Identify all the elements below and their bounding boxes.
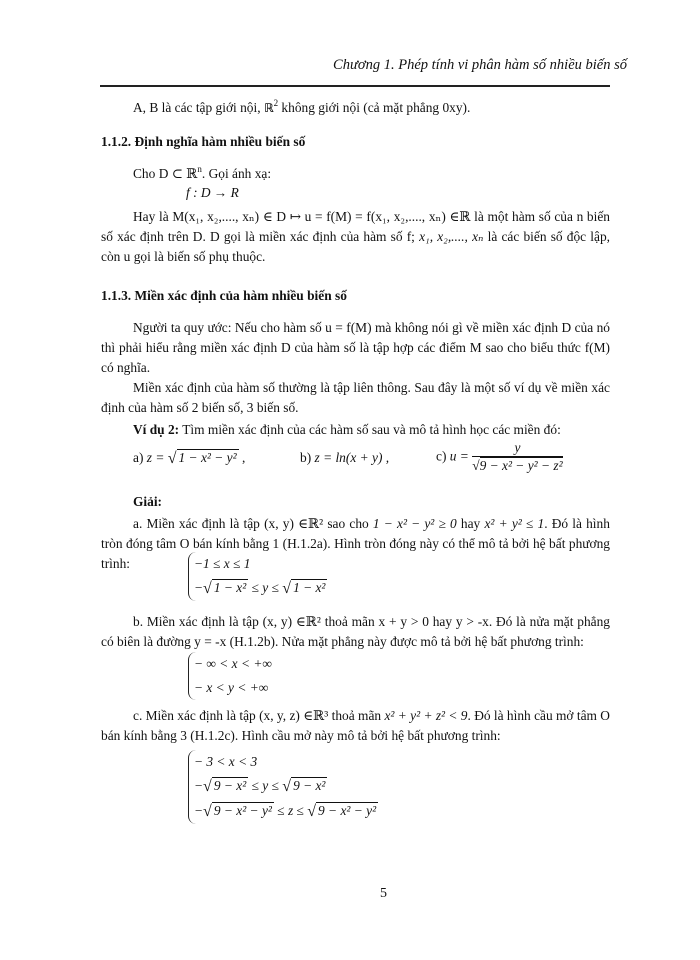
radicand: 9 − x² [293,778,326,793]
definition-paragraph [101,207,610,267]
text: Tìm miền xác định của các hàm số sau và mô tả hình học các miền đó: [182,422,561,437]
example-label: Ví dụ 2: [133,422,180,437]
system-row: − x < y < +∞ [194,680,269,695]
section-heading-1-1-2: 1.1.2. Định nghĩa hàm nhiều biến số [101,134,306,149]
lhs: u = [449,448,469,464]
convention-paragraph [101,318,610,440]
system-row: − 3 < x < 3 [194,754,258,769]
math-condition: x² + y² + z² < 9 [384,708,468,723]
function-b [300,450,389,466]
text: là một hàm số của n biến số xác định trên D. D gọi là miền xác định của hàm số f; [101,209,610,244]
text: sao cho [327,516,369,531]
paragraph [101,706,610,746]
section-heading-1-1-3: 1.1.3. Miền xác định của hàm nhiều biến số [101,288,347,303]
math-vars: x₁, x₂,...., xₙ [419,229,484,244]
paragraph [101,612,610,652]
math-condition: x² + y² ≤ 1 [484,516,545,531]
exponent: n [197,164,202,174]
paragraph: Miền xác định của hàm số thường là tập liên thông. Sau đây là một số ví dụ về miền xác định của hàm số 2 biến số, 3 biến số. [101,380,610,415]
relation: ≤ z ≤ [277,803,304,818]
text: a. Miền xác định là tập [133,516,260,531]
relation: ≤ y ≤ [251,778,279,793]
solution-part-c [101,706,610,746]
radicand: 1 − x² [213,580,247,595]
system-row: −1 ≤ x ≤ 1 [194,556,251,571]
header-divider [100,85,610,87]
radicand: 1 − x² − y² [178,450,237,465]
system-row: −√ 9 − x² ≤ y ≤ √ 9 − x² [194,778,326,795]
mapping-formula: f : D → R [186,185,239,200]
function-a [133,450,245,468]
label: b) [300,450,312,465]
label: a) [133,450,144,465]
inequality-system-a [188,552,327,601]
math-subset: D ⊂ ℝ [158,166,198,181]
relation: ≤ y ≤ [251,580,279,595]
solution-part-b [101,612,610,652]
chapter-header: Chương 1. Phép tính vi phân hàm số nhiều biến số [333,57,627,73]
text: Cho [133,166,156,181]
paragraph [101,207,610,267]
function-c [436,440,563,475]
math-condition: 1 − x² − y² ≥ 0 [372,516,457,531]
system-row: −√ 1 − x² ≤ y ≤ √ 1 − x² [194,580,326,597]
text: Hay là [133,209,169,224]
text: thoả mãn x + y > 0 hay y > -x. Đó là nửa mặt phẳng có biên là đường y = -x (H.1.2b). Nửa mặt phẳng này được mô tả bởi hệ bất phương trình: [101,614,610,649]
intro-line [133,98,470,116]
radicand: 1 − x² [293,580,326,595]
intro-text-end: không giới nội (cả mặt phẳng 0xy). [281,100,471,115]
numerator: y [514,440,521,455]
solution-label: Giải: [133,494,163,509]
text: thoả mãn [331,708,382,723]
math-function-def: M(x₁, x₂,...., xₙ) ∈ D ↦ u = f(M) = f(x₁, x₂,...., xₙ) ∈ℝ [172,209,471,224]
radicand: 9 − x² [213,778,247,793]
label: c) [436,448,447,464]
text: b. Miền xác định là tập [133,614,259,629]
paragraph: Người ta quy ước: Nếu cho hàm số u = f(M) mà không nói gì về miền xác định D của nó thì phải hiểu rằng miền xác định D của hàm số là tập hợp các điểm M sao cho biểu thức f(M) có nghĩa. [101,320,610,375]
math-set: (x, y) ∈ℝ² [262,614,321,629]
punct: , [241,450,246,465]
lhs: z = [146,450,165,465]
radicand: 9 − x² − y² − z² [479,458,563,473]
page-number: 5 [380,886,387,901]
text: là các biến số độc lập, còn u gọi là biến số phụ thuộc. [101,229,611,264]
radicand: 9 − x² − y² [318,803,377,818]
inequality-system-b [188,652,272,700]
math-set: (x, y, z) ∈ℝ³ [259,708,329,723]
example-paragraph [101,420,610,440]
definition-line [133,164,271,182]
reals-symbol: ℝ [263,101,274,115]
system-row: − ∞ < x < +∞ [194,656,272,671]
paragraph [101,514,610,574]
fraction [472,440,562,475]
expression: z = ln(x + y) , [314,450,390,465]
denominator: √9 − x² − y² − z² [472,458,563,473]
exponent: 2 [273,98,279,108]
radicand: 9 − x² − y² [213,803,272,818]
inequality-system-c [188,750,378,824]
text: . Đó là hình tròn đóng tâm O bán kính bằng 1 (H.1.2a). Hình tròn đóng này có thể mô tả bởi hệ bất phương trình: [101,516,610,571]
solution-part-a [101,514,610,574]
text: c. Miền xác định là tập [133,708,256,723]
text: hay [460,516,481,531]
text: . Đó là hình cầu mở tâm O bán kính bằng 3 (H.1.2c). Hình cầu mở này mô tả bởi hệ bất phương trình: [101,708,610,743]
sqrt: √ 1 − x² − y² [167,450,237,467]
math-set: (x, y) ∈ℝ² [264,516,324,531]
system-row: −√ 9 − x² − y² ≤ z ≤ √ 9 − x² − y² [194,803,377,820]
text: . Gọi ánh xạ: [201,166,272,181]
intro-text: A, B là các tập giới nội, [133,100,261,115]
